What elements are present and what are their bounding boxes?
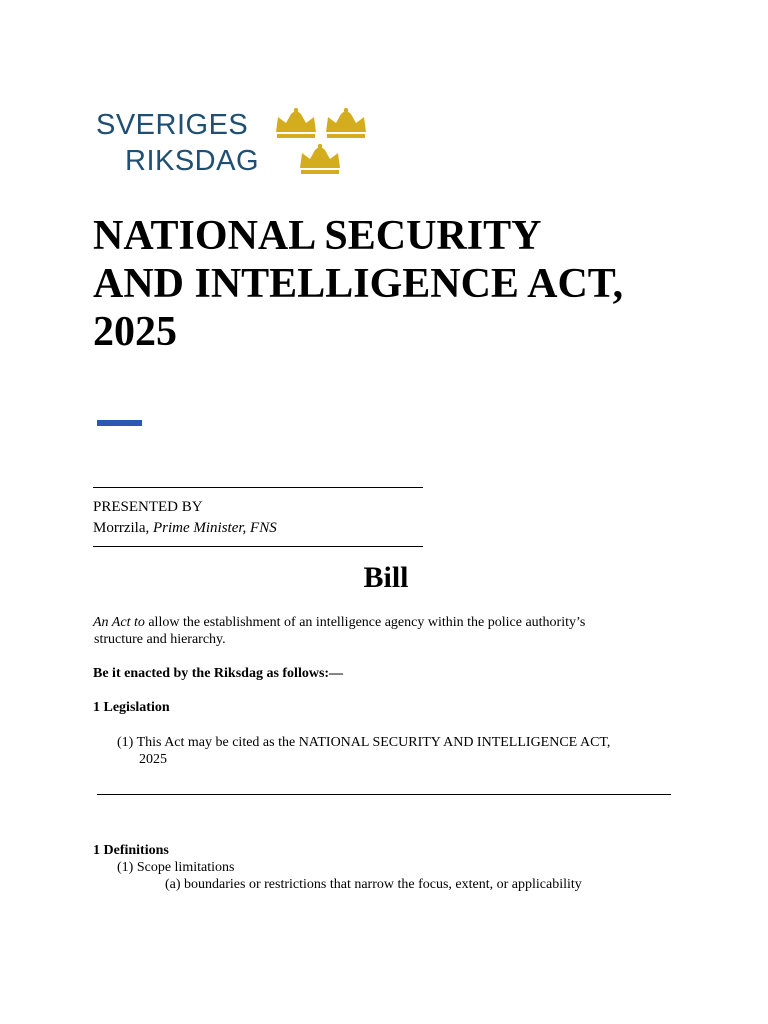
section-item-line: 2025 <box>139 752 167 767</box>
divider-line <box>97 794 671 795</box>
presented-by-label: PRESENTED BY <box>93 499 203 515</box>
act-title-line: NATIONAL SECURITY <box>93 213 542 259</box>
section-heading-definitions: 1 Definitions <box>93 843 169 858</box>
divider-line <box>93 546 423 547</box>
crown-icon <box>298 144 342 174</box>
act-title-line: 2025 <box>93 309 177 355</box>
presenter-role: Prime Minister, FNS <box>152 520 277 536</box>
long-title <box>93 614 683 648</box>
bill-heading: Bill <box>363 561 409 594</box>
logo-text-sveriges: SVERIGES <box>96 109 249 141</box>
enacting-clause: Be it enacted by the Riksdag as follows:— <box>93 666 344 681</box>
act-title-line: AND INTELLIGENCE ACT, <box>93 261 624 307</box>
definition-item: (1) Scope limitations <box>117 860 235 875</box>
crown-icon <box>274 108 318 138</box>
long-title-line: structure and hierarchy. <box>94 632 226 647</box>
divider-line <box>93 487 423 488</box>
accent-bar <box>97 420 142 426</box>
riksdag-logo <box>96 104 386 184</box>
long-title-lead: An Act to <box>93 615 145 630</box>
act-title <box>93 212 733 356</box>
presenter <box>93 519 277 537</box>
section-item-short-title <box>117 734 677 768</box>
definition-subitem: (a) boundaries or restrictions that narrow the focus, extent, or applicability <box>165 877 582 892</box>
section-item-line: (1) This Act may be cited as the NATIONAL SECURITY AND INTELLIGENCE ACT, <box>117 735 611 750</box>
long-title-text: allow the establishment of an intelligence agency within the police authority’s <box>144 615 586 630</box>
presenter-name: Morrzila, <box>93 520 150 536</box>
crown-icon <box>324 108 368 138</box>
section-heading-legislation: 1 Legislation <box>93 700 170 715</box>
logo-text-riksdag: RIKSDAG <box>125 145 260 177</box>
long-title-line <box>93 614 683 631</box>
